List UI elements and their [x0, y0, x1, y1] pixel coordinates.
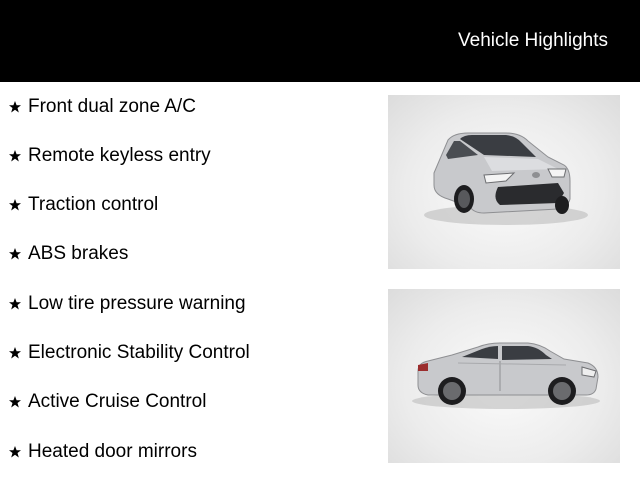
star-icon: [8, 445, 22, 459]
car-side-illustration: [388, 289, 620, 463]
feature-label: Active Cruise Control: [28, 391, 207, 412]
feature-label: Heated door mirrors: [28, 441, 197, 462]
list-item: [8, 192, 158, 218]
list-item: [8, 94, 196, 120]
feature-label: Front dual zone A/C: [28, 96, 196, 117]
header-bar: [0, 0, 640, 82]
star-icon: [8, 247, 22, 261]
feature-label: Electronic Stability Control: [28, 342, 250, 363]
vehicle-photo-front: [388, 95, 620, 269]
page-title: Vehicle Highlights: [458, 30, 608, 51]
list-item: [8, 143, 211, 169]
list-item: [8, 340, 250, 366]
star-icon: [8, 149, 22, 163]
star-icon: [8, 395, 22, 409]
star-icon: [8, 198, 22, 212]
feature-label: Remote keyless entry: [28, 145, 211, 166]
star-icon: [8, 297, 22, 311]
list-item: [8, 389, 206, 415]
car-front-illustration: [388, 95, 620, 269]
list-item: [8, 439, 197, 465]
feature-label: Low tire pressure warning: [28, 293, 246, 314]
feature-label: ABS brakes: [28, 243, 129, 264]
feature-label: Traction control: [28, 194, 159, 215]
vehicle-photo-side: [388, 289, 620, 463]
star-icon: [8, 346, 22, 360]
list-item: [8, 241, 128, 267]
list-item: [8, 291, 246, 317]
star-icon: [8, 100, 22, 114]
